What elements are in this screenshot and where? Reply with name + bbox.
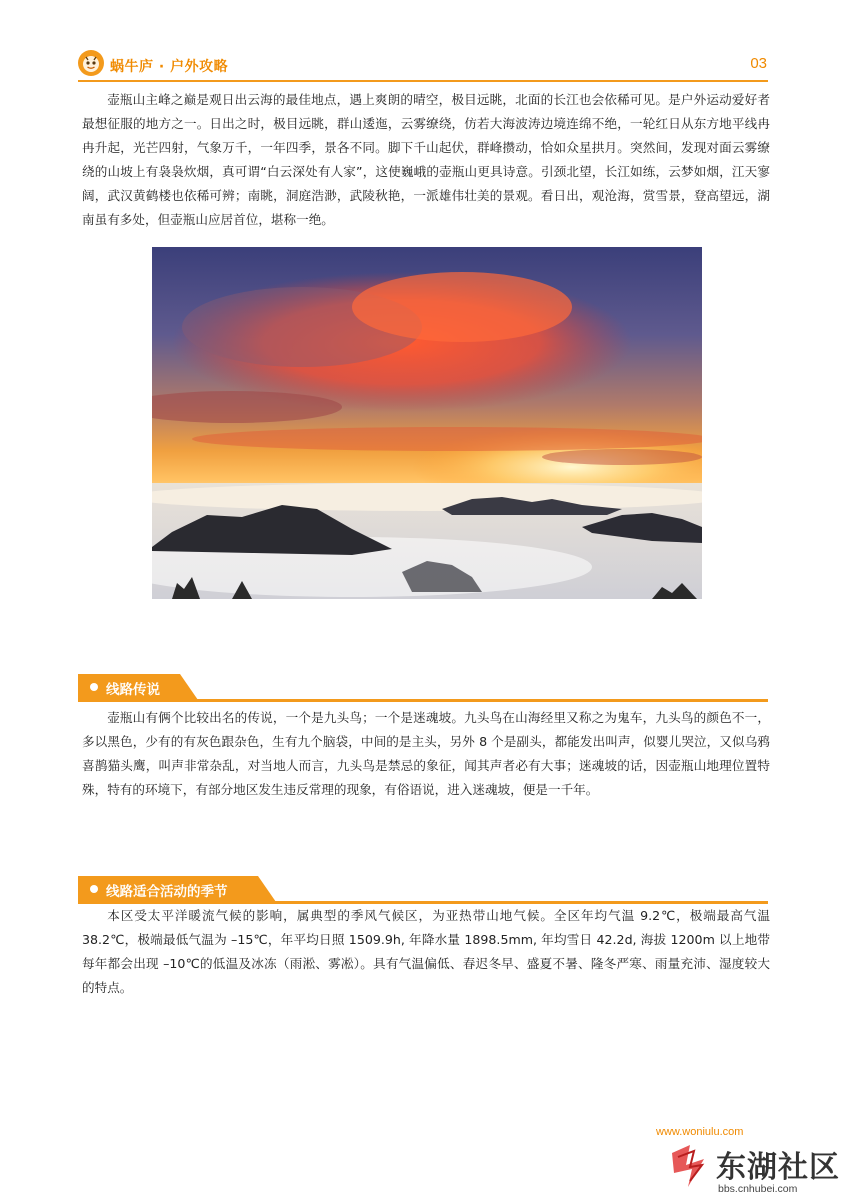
- intro-paragraph: 壶瓶山主峰之巅是观日出云海的最佳地点，遇上爽朗的晴空，极目远眺，北面的长江也会依稀可见。是户外运动爱好者最想征服的地方之一。日出之时，极目远眺，群山逶迤，云雾缭绕，仿若大海波涛边境连绵不绝，一轮红日从东方地平线冉冉升起，光芒四射，气象万千，一年四季，景各不同。脚下千山起伏，群峰攒动，恰如众星拱月。突然间，发现对面云雾缭绕的山坡上有袅袅炊烟，真可谓“白云深处有人家”，这使巍峨的壶瓶山更具诗意。引颈北望，长江如练，云梦如烟，江天寥阔，武汉黄鹤楼也依稀可辨；南眺，洞庭浩渺，武陵秋艳，一派雄伟壮美的景观。看日出，观沧海，赏雪景，登高望远，湖南虽有多处，但壶瓶山应居首位，堪称一绝。: [82, 92, 770, 227]
- bullet-dot-icon: [90, 683, 98, 691]
- donghu-logo-icon: [668, 1143, 710, 1189]
- section-underline: [78, 699, 768, 702]
- watermark-url[interactable]: bbs.cnhubei.com: [718, 1183, 798, 1195]
- header-divider: [78, 80, 768, 82]
- section-header-season: [78, 876, 768, 904]
- site-url[interactable]: www.woniulu.com: [656, 1126, 744, 1138]
- season-paragraph: 本区受太平洋暖流气候的影响，属典型的季风气候区，为亚热带山地气候。全区年均气温 9.2℃，极端最高气温 38.2℃，极端最低气温为 –15℃，年平均日照 1509.9h, 年降水量 1898.5mm, 年均雪日 42.2d, 海拔 1200m 以上地带每年都会出现 –10℃的低温及冰冻（雨淞、雾凇）。具有气温偏低、春迟冬早、盛夏不暑、隆冬严寒、雨量充沛、湿度较大的特点。: [82, 908, 770, 995]
- page-number: 03: [750, 55, 767, 72]
- section-title: 线路传说: [106, 682, 160, 698]
- bullet-dot-icon: [90, 885, 98, 893]
- legend-paragraph: 壶瓶山有俩个比较出名的传说，一个是九头鸟；一个是迷魂坡。九头鸟在山海经里又称之为鬼车，九头鸟的颜色不一，多以黑色，少有的有灰色跟杂色，生有九个脑袋，中间的是主头，另外 8 个是副头，都能发出叫声，似婴儿哭泣，又似乌鸦喜鹊猫头鹰，叫声非常杂乱，对当地人而言，九头鸟是禁忌的象征，闻其声者必有大事；迷魂坡的话，因壶瓶山地理位置特殊，特有的环境下，有部分地区发生违反常理的现象，有俗语说，进入迷魂坡，便是一千年。: [82, 710, 770, 797]
- sunrise-sea-of-clouds-photo: [152, 247, 702, 599]
- section-header-legend: [78, 674, 768, 702]
- page-header: [0, 0, 849, 82]
- section-title: 线路适合活动的季节: [106, 884, 228, 900]
- watermark-title: 东湖社区: [716, 1150, 840, 1185]
- brand-name: 蜗牛庐 · 户外攻略: [110, 59, 229, 75]
- snail-mascot-icon: [78, 50, 104, 76]
